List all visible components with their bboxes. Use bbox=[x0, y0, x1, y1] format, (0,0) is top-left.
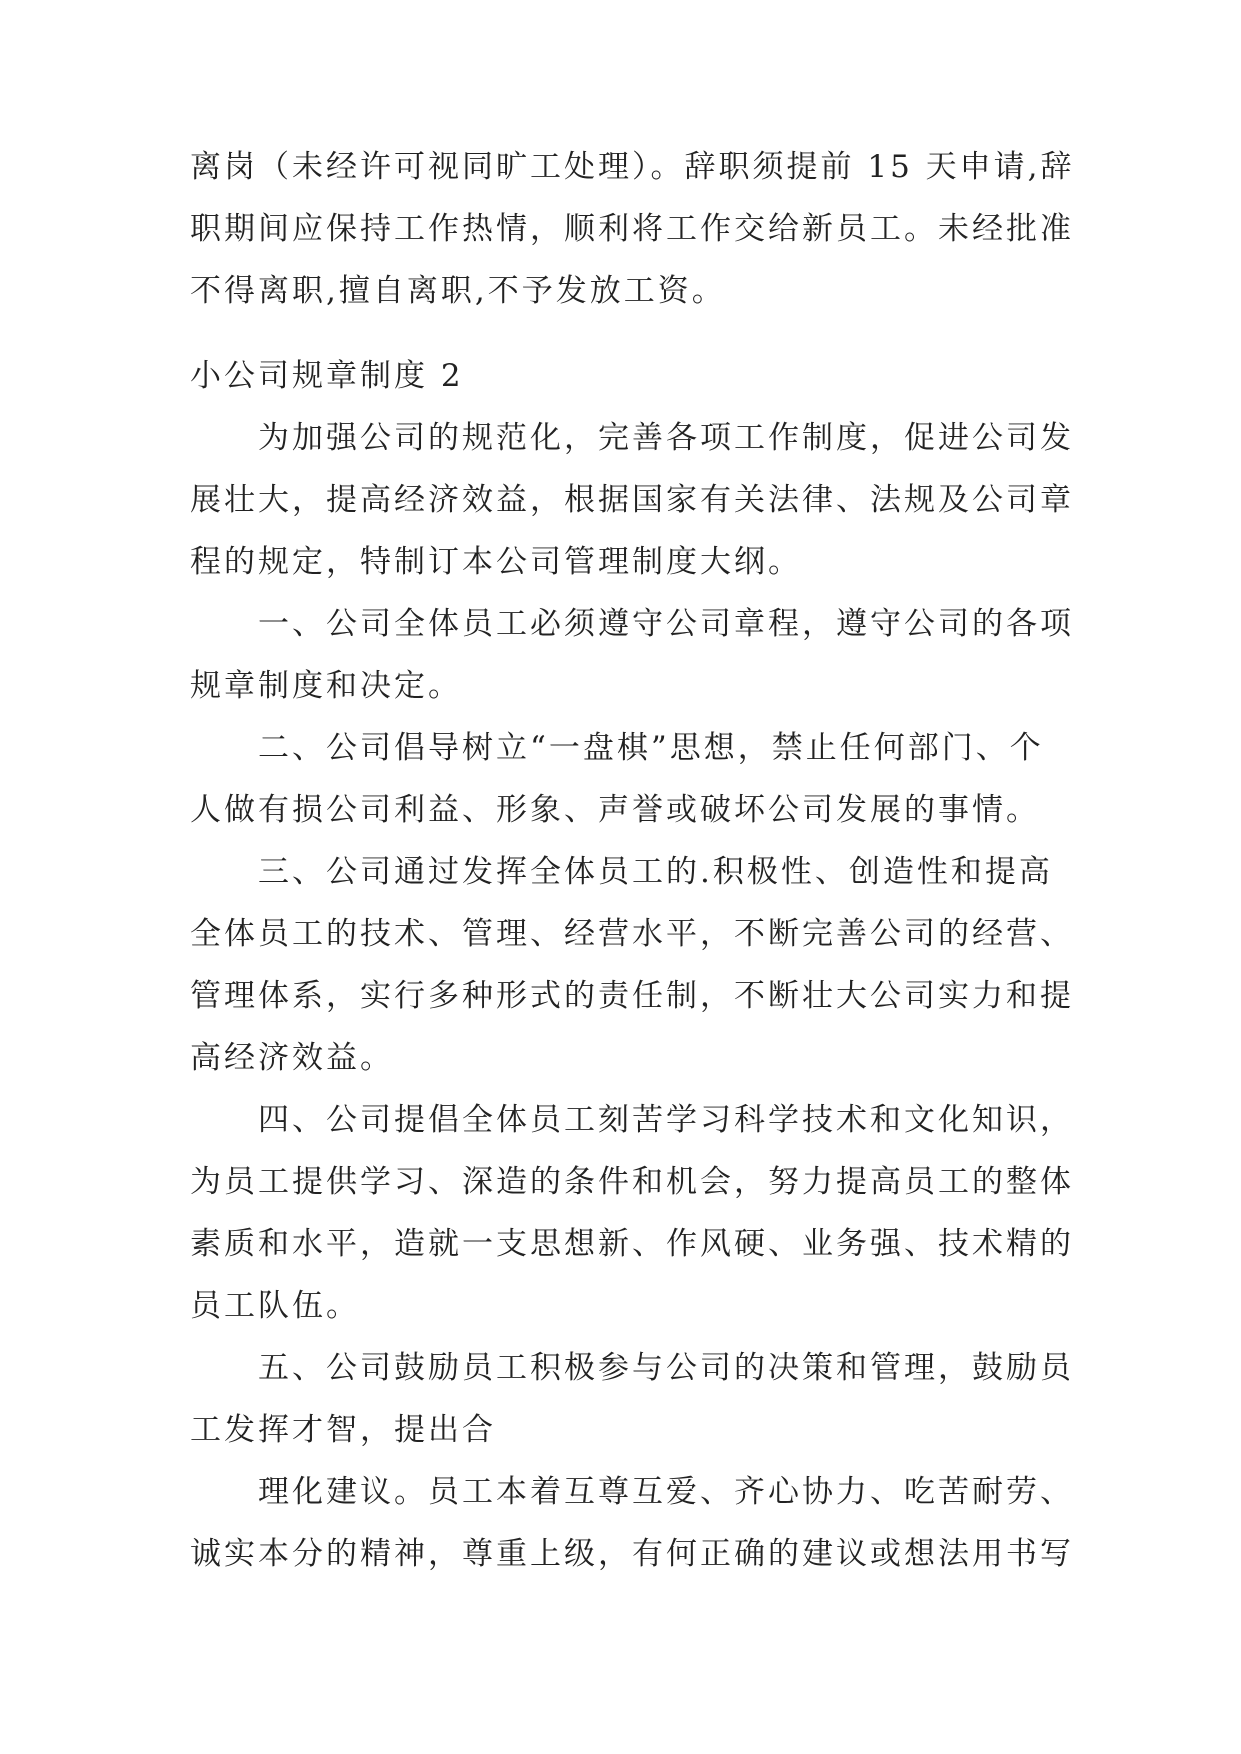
text-line: 素质和水平，造就一支思想新、作风硬、业务强、技术精的 bbox=[190, 1226, 1074, 1262]
text-line: 管理体系，实行多种形式的责任制，不断壮大公司实力和提 bbox=[190, 978, 1074, 1014]
item-5-continuation bbox=[190, 1461, 1074, 1585]
text-line: 员工队伍。 bbox=[190, 1288, 360, 1324]
text-line: 职期间应保持工作热情，顺利将工作交给新员工。未经批准 bbox=[190, 211, 1074, 247]
text-line: 不得离职,擅自离职,不予发放工资。 bbox=[190, 273, 726, 309]
text-line: 高经济效益。 bbox=[190, 1040, 394, 1076]
text-line: 二、公司倡导树立“一盘棋”思想，禁止任何部门、个 bbox=[258, 730, 1044, 766]
text-line: 全体员工的技术、管理、经营水平，不断完善公司的经营、 bbox=[190, 916, 1074, 952]
item-3-paragraph bbox=[190, 841, 1074, 1089]
text-line: 工发挥才智，提出合 bbox=[190, 1412, 496, 1448]
top-paragraph bbox=[190, 136, 1075, 322]
section-title-text: 小公司规章制度 2 bbox=[190, 358, 464, 394]
text-line: 规章制度和决定。 bbox=[190, 668, 462, 704]
text-line: 理化建议。员工本着互尊互爱、齐心协力、吃苦耐劳、 bbox=[258, 1474, 1074, 1510]
item-2-paragraph bbox=[190, 717, 1050, 841]
text-line: 程的规定，特制订本公司管理制度大纲。 bbox=[190, 544, 802, 580]
text-line: 四、公司提倡全体员工刻苦学习科学技术和文化知识， bbox=[258, 1102, 1074, 1138]
section-title bbox=[190, 345, 1050, 407]
text-line: 三、公司通过发挥全体员工的.积极性、创造性和提高 bbox=[258, 854, 1053, 890]
item-1-paragraph bbox=[190, 593, 1074, 717]
text-line: 为员工提供学习、深造的条件和机会，努力提高员工的整体 bbox=[190, 1164, 1074, 1200]
item-5-paragraph bbox=[190, 1337, 1074, 1461]
text-line: 五、公司鼓励员工积极参与公司的决策和管理，鼓励员 bbox=[258, 1350, 1074, 1386]
item-4-paragraph bbox=[190, 1089, 1074, 1337]
intro-paragraph bbox=[190, 407, 1074, 593]
text-line: 一、公司全体员工必须遵守公司章程，遵守公司的各项 bbox=[258, 606, 1074, 642]
text-line: 为加强公司的规范化，完善各项工作制度，促进公司发 bbox=[258, 420, 1074, 456]
text-line: 诚实本分的精神，尊重上级，有何正确的建议或想法用书写 bbox=[190, 1536, 1074, 1572]
text-line: 离岗（未经许可视同旷工处理）。辞职须提前 15 天申请,辞 bbox=[190, 149, 1075, 185]
text-line: 展壮大，提高经济效益，根据国家有关法律、法规及公司章 bbox=[190, 482, 1074, 518]
text-line: 人做有损公司利益、形象、声誉或破坏公司发展的事情。 bbox=[190, 792, 1040, 828]
